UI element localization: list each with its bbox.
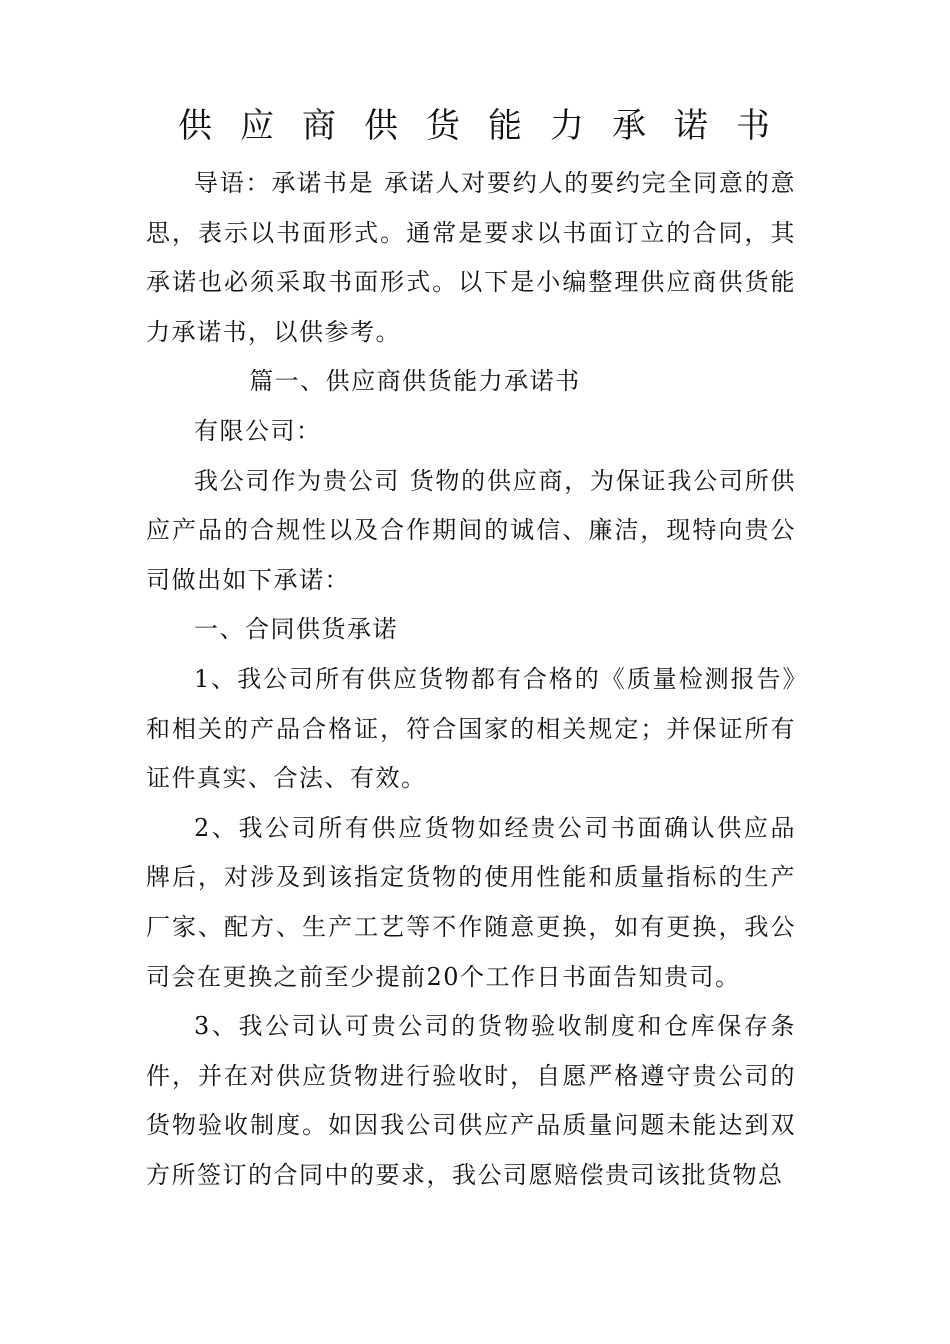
section-heading: 篇一、供应商供货能力承诺书 [249,367,581,396]
opening-paragraph: 我公司作为贵公司 货物的供应商，为保证我公司所供应产品的合规性以及合作期间的诚信、廉洁，现特向贵公司做出如下承诺： [146,466,796,594]
addressee-line: 有限公司： [194,416,322,445]
commitment-item-1: 1、我公司所有供应货物都有合格的《质量检测报告》和相关的产品合格证，符合国家的相关规定；并保证所有证件真实、合法、有效。 [146,664,796,793]
subsection-heading: 一、合同供货承诺 [194,615,398,644]
commitment-item-3: 3、我公司认可贵公司的货物验收制度和仓库保存条件，并在对供应货物进行验收时，自愿严格遵守贵公司的货物验收制度。如因我公司供应产品质量问题未能达到双方所签订的合同中的要求，我公司愿赔偿贵司该批货物总 [146,1012,796,1189]
document-title: 供应商供货能力承诺书 [178,106,798,146]
document-body [146,159,796,1200]
commitment-item-2: 2、我公司所有供应货物如经贵公司书面确认供应品牌后，对涉及到该指定货物的使用性能和质量指标的生产厂家、配方、生产工艺等不作随意更换，如有更换，我公司会在更换之前至少提前20个工作日书面告知贵司。 [146,813,796,991]
intro-paragraph: 导语：承诺书是 承诺人对要约人的要约完全同意的意思，表示以书面形式。通常是要求以书面订立的合同，其承诺也必须采取书面形式。以下是小编整理供应商供货能力承诺书，以供参考。 [146,169,796,346]
